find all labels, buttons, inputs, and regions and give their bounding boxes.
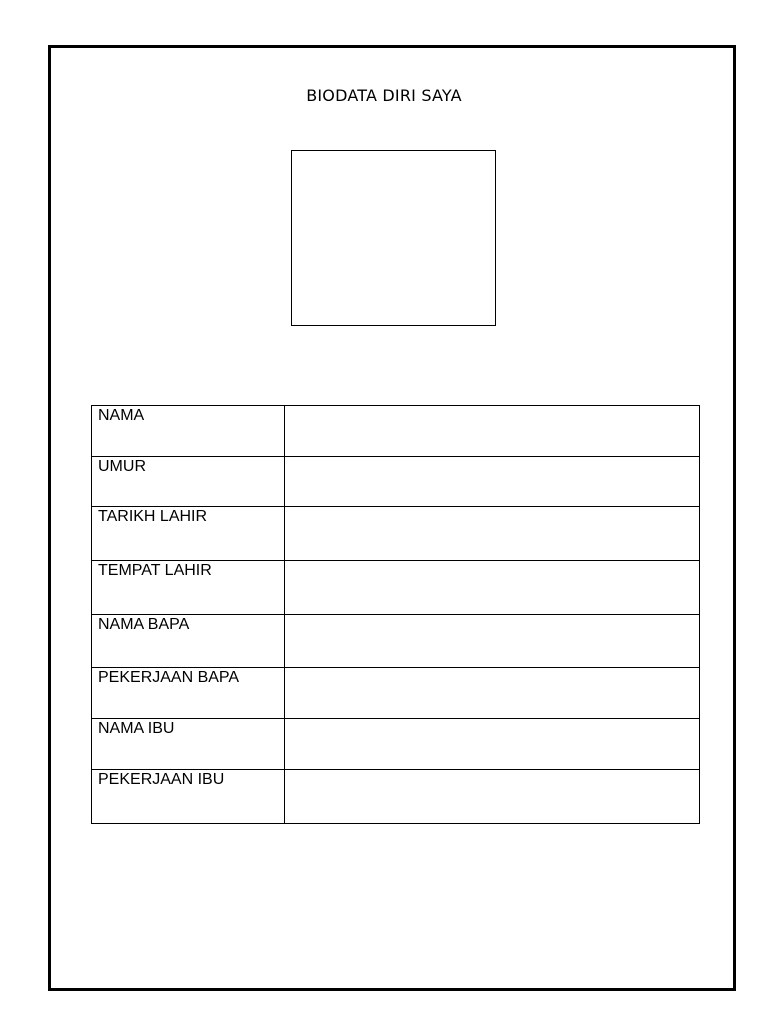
- field-value-pekerjaan-ibu[interactable]: [285, 770, 700, 824]
- field-value-tarikh-lahir[interactable]: [285, 507, 700, 561]
- field-value-tempat-lahir[interactable]: [285, 561, 700, 615]
- table-row-pekerjaan-bapa: [92, 668, 700, 719]
- table-row-pekerjaan-ibu: [92, 770, 700, 824]
- table-row-tempat-lahir: [92, 561, 700, 615]
- biodata-table: [91, 405, 700, 824]
- table-row-nama-bapa: [92, 615, 700, 668]
- field-label-tarikh-lahir: TARIKH LAHIR: [92, 507, 285, 561]
- table-row-tarikh-lahir: [92, 507, 700, 561]
- field-label-umur: UMUR: [92, 457, 285, 507]
- field-value-nama[interactable]: [285, 406, 700, 457]
- field-label-pekerjaan-bapa: PEKERJAAN BAPA: [92, 668, 285, 719]
- table-row-nama-ibu: [92, 719, 700, 770]
- field-value-pekerjaan-bapa[interactable]: [285, 668, 700, 719]
- field-label-nama: NAMA: [92, 406, 285, 457]
- field-value-nama-bapa[interactable]: [285, 615, 700, 668]
- field-label-nama-bapa: NAMA BAPA: [92, 615, 285, 668]
- field-value-umur[interactable]: [285, 457, 700, 507]
- photo-placeholder-box: [291, 150, 496, 326]
- table-row-nama: [92, 406, 700, 457]
- field-label-tempat-lahir: TEMPAT LAHIR: [92, 561, 285, 615]
- field-label-nama-ibu: NAMA IBU: [92, 719, 285, 770]
- table-row-umur: [92, 457, 700, 507]
- page-title: BIODATA DIRI SAYA: [306, 86, 462, 105]
- field-value-nama-ibu[interactable]: [285, 719, 700, 770]
- field-label-pekerjaan-ibu: PEKERJAAN IBU: [92, 770, 285, 824]
